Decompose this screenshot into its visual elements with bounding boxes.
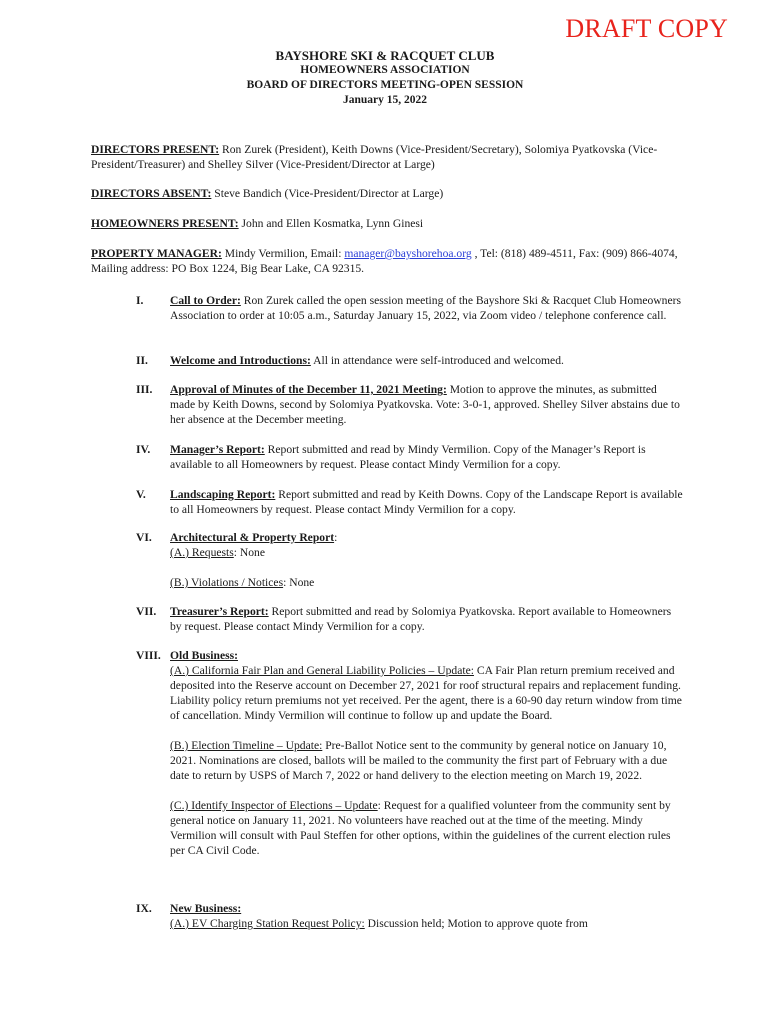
item-title: Landscaping Report: [170, 488, 276, 501]
property-manager-contact: , Tel: (818) 489-4511, Fax: (909) 866-4074, Mailing address: PO Box 1224, Big Bear Lake, CA 92315. [91, 247, 678, 275]
sub-item-text: CA Fair Plan return premium received and deposited into the Reserve account on December 27, 2021 for roof structural repairs and replacement funding. Liability policy return premiums not yet received. Per the agent, there is a 60-90 day return window from time of cancellation. Mindy Vermilion will continue to follow up and update the Board. [170, 664, 682, 722]
property-manager-label: PROPERTY MANAGER: [91, 247, 222, 260]
item-number: V. [136, 488, 146, 501]
item-text: Report submitted and read by Mindy Vermilion. Copy of the Manager’s Report is available to all Homeowners by request. Please contact Mindy Vermilion for a copy. [170, 443, 646, 471]
agenda-item-9 [136, 901, 684, 931]
item-title: Old Business: [170, 649, 238, 662]
item-title: Architectural & Property Report [170, 531, 335, 544]
item-title: New Business: [170, 902, 242, 915]
meeting-title: BOARD OF DIRECTORS MEETING-OPEN SESSION [246, 79, 524, 91]
item-number: IV. [136, 443, 151, 456]
directors-present [91, 142, 681, 172]
item-text: Motion to approve the minutes, as submitted made by Keith Downs, second by Solomiya Pyatkovska. Vote: 3-0-1, approved. Shelley Silver abstains due to her absence at the December meeting. [170, 383, 680, 426]
document-header [0, 48, 770, 108]
club-name: BAYSHORE SKI & RACQUET CLUB [275, 48, 495, 63]
item-number: VIII. [136, 649, 161, 662]
agenda-item-4 [136, 442, 684, 472]
homeowners-present-label: HOMEOWNERS PRESENT: [91, 217, 239, 230]
directors-absent-label: DIRECTORS ABSENT: [91, 187, 212, 200]
item-text: Report submitted and read by Solomiya Pyatkovska. Report available to Homeowners by request. Please contact Mindy Vermilion for a copy. [170, 605, 672, 633]
sub-item-text: Discussion held; Motion to approve quote from [364, 917, 588, 930]
manager-email-link[interactable]: manager@bayshorehoa.org [344, 247, 472, 260]
directors-present-text: Ron Zurek (President), Keith Downs (Vice-President/Secretary), Solomiya Pyatkovska (Vice-President/Treasurer) and Shelley Silver (Vice-President/Director at Large) [91, 143, 658, 171]
agenda-item-8 [136, 648, 684, 858]
agenda-item-3 [136, 382, 684, 427]
sub-item-text: Pre-Ballot Notice sent to the community by general notice on January 10, 2021. Nominations are closed, ballots will be mailed to the community the first part of February with a due date to return by USPS of March 7, 2022 or hand delivery to the election meeting on March 19, 2022. [170, 739, 668, 782]
draft-copy-watermark: DRAFT COPY [565, 14, 728, 43]
agenda-item-2 [136, 353, 684, 368]
item-title: Approval of Minutes of the December 11, 2021 Meeting: [170, 383, 447, 396]
agenda-item-6 [136, 530, 684, 590]
agenda-item-7 [136, 604, 684, 634]
item-text: Report submitted and read by Keith Downs. Copy of the Landscape Report is available to all Homeowners by request. Please contact Mindy Vermilion for a copy. [170, 488, 683, 516]
directors-absent-text: Steve Bandich (Vice-President/Director at Large) [211, 187, 444, 200]
directors-present-label: DIRECTORS PRESENT: [91, 143, 220, 156]
item-number: II. [136, 354, 148, 367]
agenda-item-1 [136, 293, 684, 323]
item-text: All in attendance were self-introduced and welcomed. [310, 354, 564, 367]
item-number: VII. [136, 605, 157, 618]
sub-item-text: : None [283, 576, 315, 589]
item-title-suffix: : [334, 531, 338, 544]
agenda-item-5 [136, 487, 684, 517]
sub-item-label: (B.) Election Timeline – Update: [170, 739, 323, 752]
sub-item-label: (A.) Requests [170, 546, 234, 559]
item-number: I. [136, 294, 144, 307]
sub-item-label: (A.) California Fair Plan and General Liability Policies – Update: [170, 664, 474, 677]
item-text: Ron Zurek called the open session meeting of the Bayshore Ski & Racquet Club Homeowners Association to order at 10:05 a.m., Saturday January 15, 2022, via Zoom video / telephone conference call. [170, 294, 681, 322]
item-number: III. [136, 383, 153, 396]
sub-item-label: (B.) Violations / Notices [170, 576, 284, 589]
property-manager-text: Mindy Vermilion, Email: [221, 247, 345, 260]
item-title: Manager’s Report: [170, 443, 265, 456]
item-number: VI. [136, 531, 152, 544]
homeowners-present [91, 216, 681, 231]
sub-item-label: (C.) Identify Inspector of Elections – Update [170, 799, 378, 812]
association-name: HOMEOWNERS ASSOCIATION [300, 64, 470, 76]
sub-item-text: : Request for a qualified volunteer from the community sent by general notice on January 11, 2021. No volunteers have reached out at the time of the meeting. Mindy Vermilion will consult with Paul Steffen for other options, within the guidelines of the current election rules per CA Civil Code. [170, 799, 671, 857]
sub-item-label: (A.) EV Charging Station Request Policy: [170, 917, 365, 930]
property-manager [91, 246, 681, 276]
meeting-date: January 15, 2022 [342, 94, 428, 106]
homeowners-present-text: John and Ellen Kosmatka, Lynn Ginesi [238, 217, 424, 230]
item-title: Call to Order: [170, 294, 241, 307]
item-number: IX. [136, 902, 152, 915]
directors-absent [91, 186, 681, 201]
sub-item-text: : None [233, 546, 265, 559]
item-title: Welcome and Introductions: [170, 354, 311, 367]
item-title: Treasurer’s Report: [170, 605, 269, 618]
